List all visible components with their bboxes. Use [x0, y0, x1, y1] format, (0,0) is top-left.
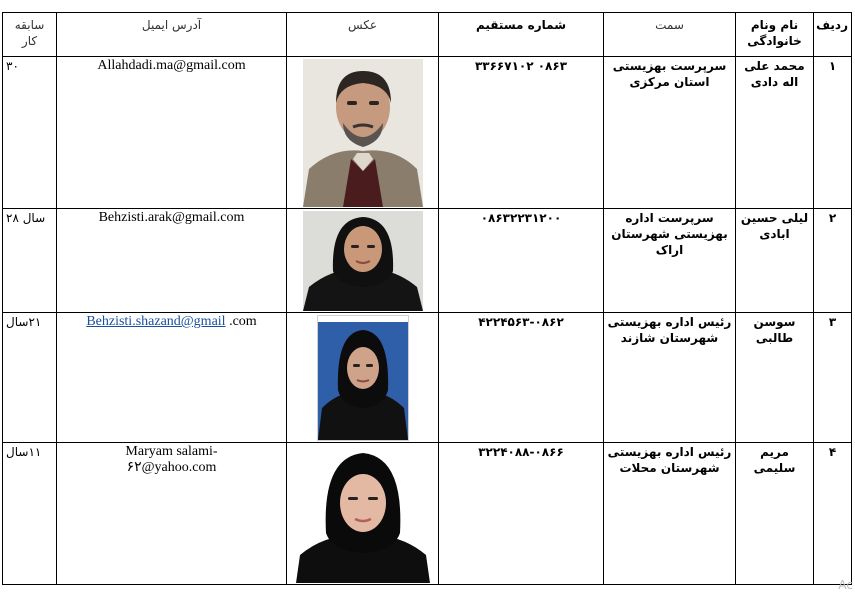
photo-cell — [287, 57, 439, 209]
photo-cell — [287, 443, 439, 585]
header-index: ردیف — [814, 13, 852, 57]
row-index: ۲ — [814, 209, 852, 313]
employee-email — [57, 313, 287, 443]
employee-phone: ۳۲۲۴۰۸۸-۰۸۶۶ — [439, 443, 604, 585]
woman-portrait-image — [303, 211, 423, 311]
corner-watermark: Ac — [838, 578, 853, 592]
woman-portrait-image — [296, 447, 430, 583]
employee-photo — [317, 315, 409, 441]
row-index: ۳ — [814, 313, 852, 443]
header-name: نام ونام خانوادگی — [736, 13, 814, 57]
employee-position: رئیس اداره بهزیستی شهرستان شازند — [604, 313, 736, 443]
employee-position: رئیس اداره بهزیستی شهرستان محلات — [604, 443, 736, 585]
email-suffix: .com — [225, 314, 257, 329]
photo-cell — [287, 209, 439, 313]
employee-name: لیلی حسین ابادی — [736, 209, 814, 313]
employee-photo — [303, 59, 423, 207]
header-photo: عکس — [287, 13, 439, 57]
email-link[interactable]: Behzisti.shazand@gmail — [86, 314, 226, 329]
employee-experience: ۱۱سال — [3, 443, 57, 585]
employee-experience: ۲۱سال — [3, 313, 57, 443]
employee-position: سرپرست اداره بهزیستی شهرستان اراک — [604, 209, 736, 313]
man-portrait-image — [303, 59, 423, 207]
table-row — [3, 57, 852, 209]
employee-experience: سال ۲۸ — [3, 209, 57, 313]
employee-position: سرپرست بهزیستی استان مرکزی — [604, 57, 736, 209]
employee-phone: ۰۸۶۳۲۲۳۱۲۰۰ — [439, 209, 604, 313]
employee-email — [57, 443, 287, 585]
employee-name: مریم سلیمی — [736, 443, 814, 585]
header-phone: شماره مستقیم — [439, 13, 604, 57]
row-index: ۴ — [814, 443, 852, 585]
table-row — [3, 443, 852, 585]
header-row — [3, 13, 852, 57]
employee-experience: ۳۰ — [3, 57, 57, 209]
employee-email[interactable]: Allahdadi.ma@gmail.com — [57, 57, 287, 209]
woman-portrait-image — [318, 316, 408, 440]
employee-phone: ۰۸۶۳ ۳۳۶۶۷۱۰۲ — [439, 57, 604, 209]
header-experience: سابقه کار — [3, 13, 57, 57]
employee-email[interactable]: Behzisti.arak@gmail.com — [57, 209, 287, 313]
header-position: سمت — [604, 13, 736, 57]
employee-name: سوسن طالبی — [736, 313, 814, 443]
staff-directory-table — [2, 12, 852, 585]
employee-photo — [303, 211, 423, 311]
employee-photo — [296, 447, 430, 583]
table-row — [3, 313, 852, 443]
employee-name: محمد علی اله دادی — [736, 57, 814, 209]
header-email: آدرس ایمیل — [57, 13, 287, 57]
row-index: ۱ — [814, 57, 852, 209]
email-line-2[interactable]: ۶۲@yahoo.com — [126, 460, 217, 475]
photo-cell — [287, 313, 439, 443]
table-row — [3, 209, 852, 313]
email-line-1[interactable]: Maryam salami- — [125, 444, 218, 459]
employee-phone: ۴۲۲۴۵۶۳-۰۸۶۲ — [439, 313, 604, 443]
